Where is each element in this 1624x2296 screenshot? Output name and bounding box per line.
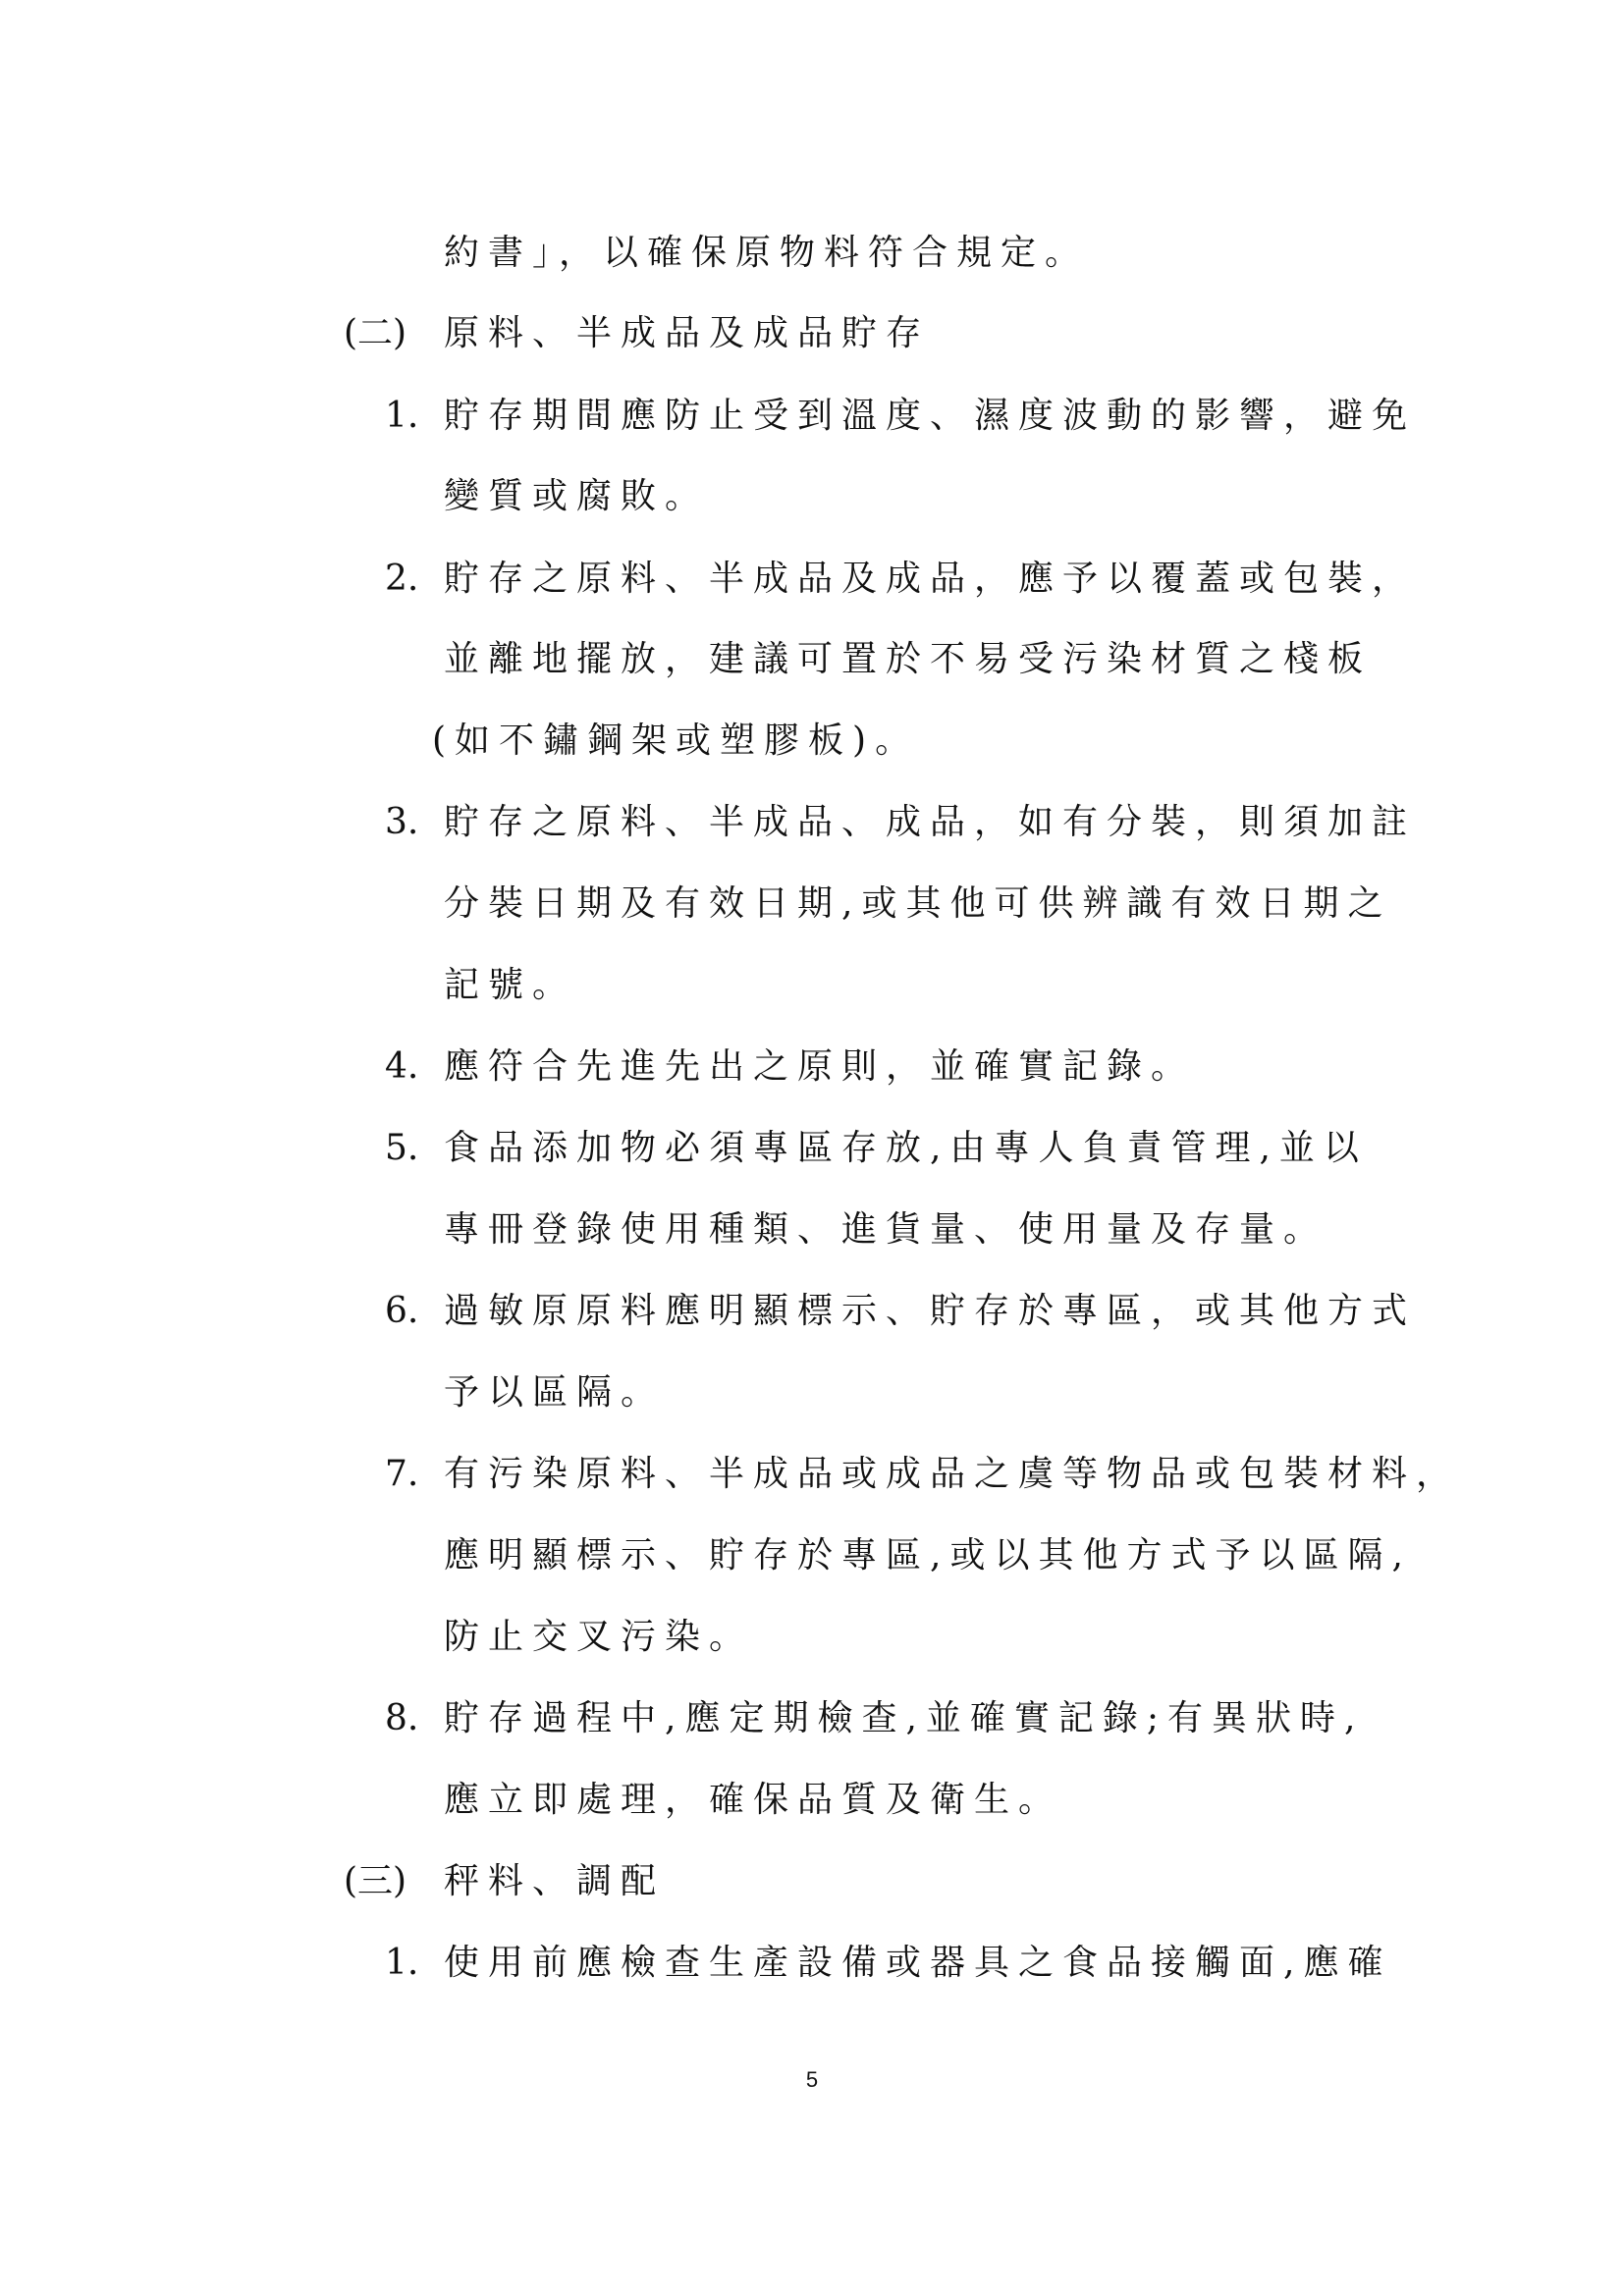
item-line: 分裝日期及有效日期,或其他可供辨識有效日期之 [444, 883, 1392, 924]
item-number: 2. [385, 559, 419, 599]
section-marker: (二) [344, 313, 407, 353]
item-line: 並離地擺放，建議可置於不易受污染材質之棧板 [444, 639, 1373, 679]
item-line: 貯存之原料、半成品、成品，如有分裝，則須加註 [444, 802, 1417, 842]
section-heading: 原料、半成品及成品貯存 [444, 313, 931, 353]
item-line: 變質或腐敗。 [444, 476, 710, 516]
item-number: 8. [385, 1698, 419, 1738]
item-line: 應符合先進先出之原則，並確實記錄。 [444, 1046, 1196, 1087]
item-number: 1. [385, 1943, 419, 1983]
section-heading: 秤料、調配 [444, 1861, 666, 1901]
item-line: 防止交叉污染。 [444, 1617, 754, 1657]
item-line: 貯存之原料、半成品及成品，應予以覆蓋或包裝， [444, 559, 1417, 599]
item-number: 1. [385, 396, 419, 436]
item-line: 貯存過程中,應定期檢查,並確實記錄;有異狀時, [444, 1698, 1365, 1738]
item-number: 6. [385, 1291, 419, 1331]
item-line: 有污染原料、半成品或成品之虞等物品或包裝材料， [444, 1454, 1461, 1494]
item-line: 專冊登錄使用種類、進貨量、使用量及存量。 [444, 1209, 1328, 1250]
item-number: 7. [385, 1454, 419, 1494]
item-line: 貯存期間應防止受到溫度、濕度波動的影響，避免 [444, 396, 1417, 436]
item-line: 過敏原原料應明顯標示、貯存於專區，或其他方式 [444, 1291, 1417, 1331]
item-line: 食品添加物必須專區存放,由專人負責管理,並以 [444, 1128, 1368, 1168]
item-line: 使用前應檢查生產設備或器具之食品接觸面,應確 [444, 1943, 1392, 1983]
item-line: 應立即處理，確保品質及衛生。 [444, 1780, 1063, 1820]
item-line: (如不鏽鋼架或塑膠板)。 [432, 721, 920, 761]
page-number: 5 [805, 2067, 819, 2092]
section-marker: (三) [344, 1861, 407, 1901]
item-line: 應明顯標示、貯存於專區,或以其他方式予以區隔, [444, 1535, 1412, 1575]
item-number: 4. [385, 1046, 419, 1087]
item-line: 予以區隔。 [444, 1372, 666, 1413]
item-line: 記號。 [444, 965, 577, 1005]
item-number: 3. [385, 802, 419, 842]
continuation-line: 約書」，以確保原物料符合規定。 [444, 233, 1090, 273]
item-number: 5. [385, 1128, 419, 1168]
